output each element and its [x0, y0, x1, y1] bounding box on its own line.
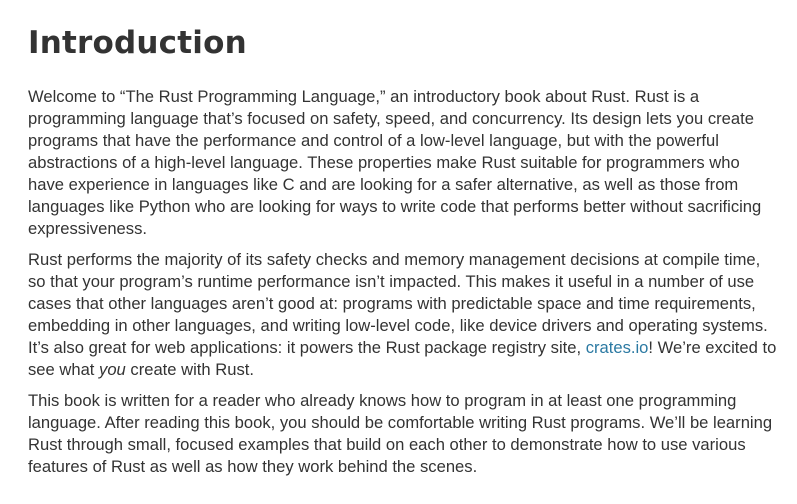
paragraph-2-text-after-link: ! We’re excited to see what — [28, 338, 777, 379]
intro-paragraph-3: This book is written for a reader who already knows how to program in at least one programming language. After reading this book, you should be comfortable writing Rust programs. We’ll be learning Rust through small, focused examples that build on each other to demonstrate how to use various features of Rust as well as how they work behind the scenes. — [28, 391, 773, 476]
emphasis-you: you — [99, 360, 126, 379]
page-content — [28, 22, 780, 478]
crates-io-link[interactable]: crates.io — [585, 338, 649, 357]
intro-paragraph-2 — [28, 249, 780, 381]
paragraph-2-text: Rust performs the majority of its safety checks and memory management decisions at compile time, so that your program’s runtime performance isn’t impacted. This makes it useful in a number of use cases that other languages aren’t good at: programs with predictable space and time requirements, embedding in other languages, and writing low-level code, like device drivers and operating systems. It’s also great for web applications: it powers the Rust package registry site, — [28, 250, 768, 357]
intro-paragraph-1: Welcome to “The Rust Programming Language,” an introductory book about Rust. Rust is a programming language that’s focused on safety, speed, and concurrency. Its design lets you create programs that have the performance and control of a low-level language, but with the powerful abstractions of a high-level language. These properties make Rust suitable for programmers who have experience in languages like C and are looking for a safer alternative, as well as those from languages like Python who are looking for ways to write code that performs better without sacrificing expressiveness. — [28, 87, 762, 238]
page-title: Introduction — [28, 25, 247, 61]
paragraph-2-text-end: create with Rust. — [125, 360, 254, 379]
